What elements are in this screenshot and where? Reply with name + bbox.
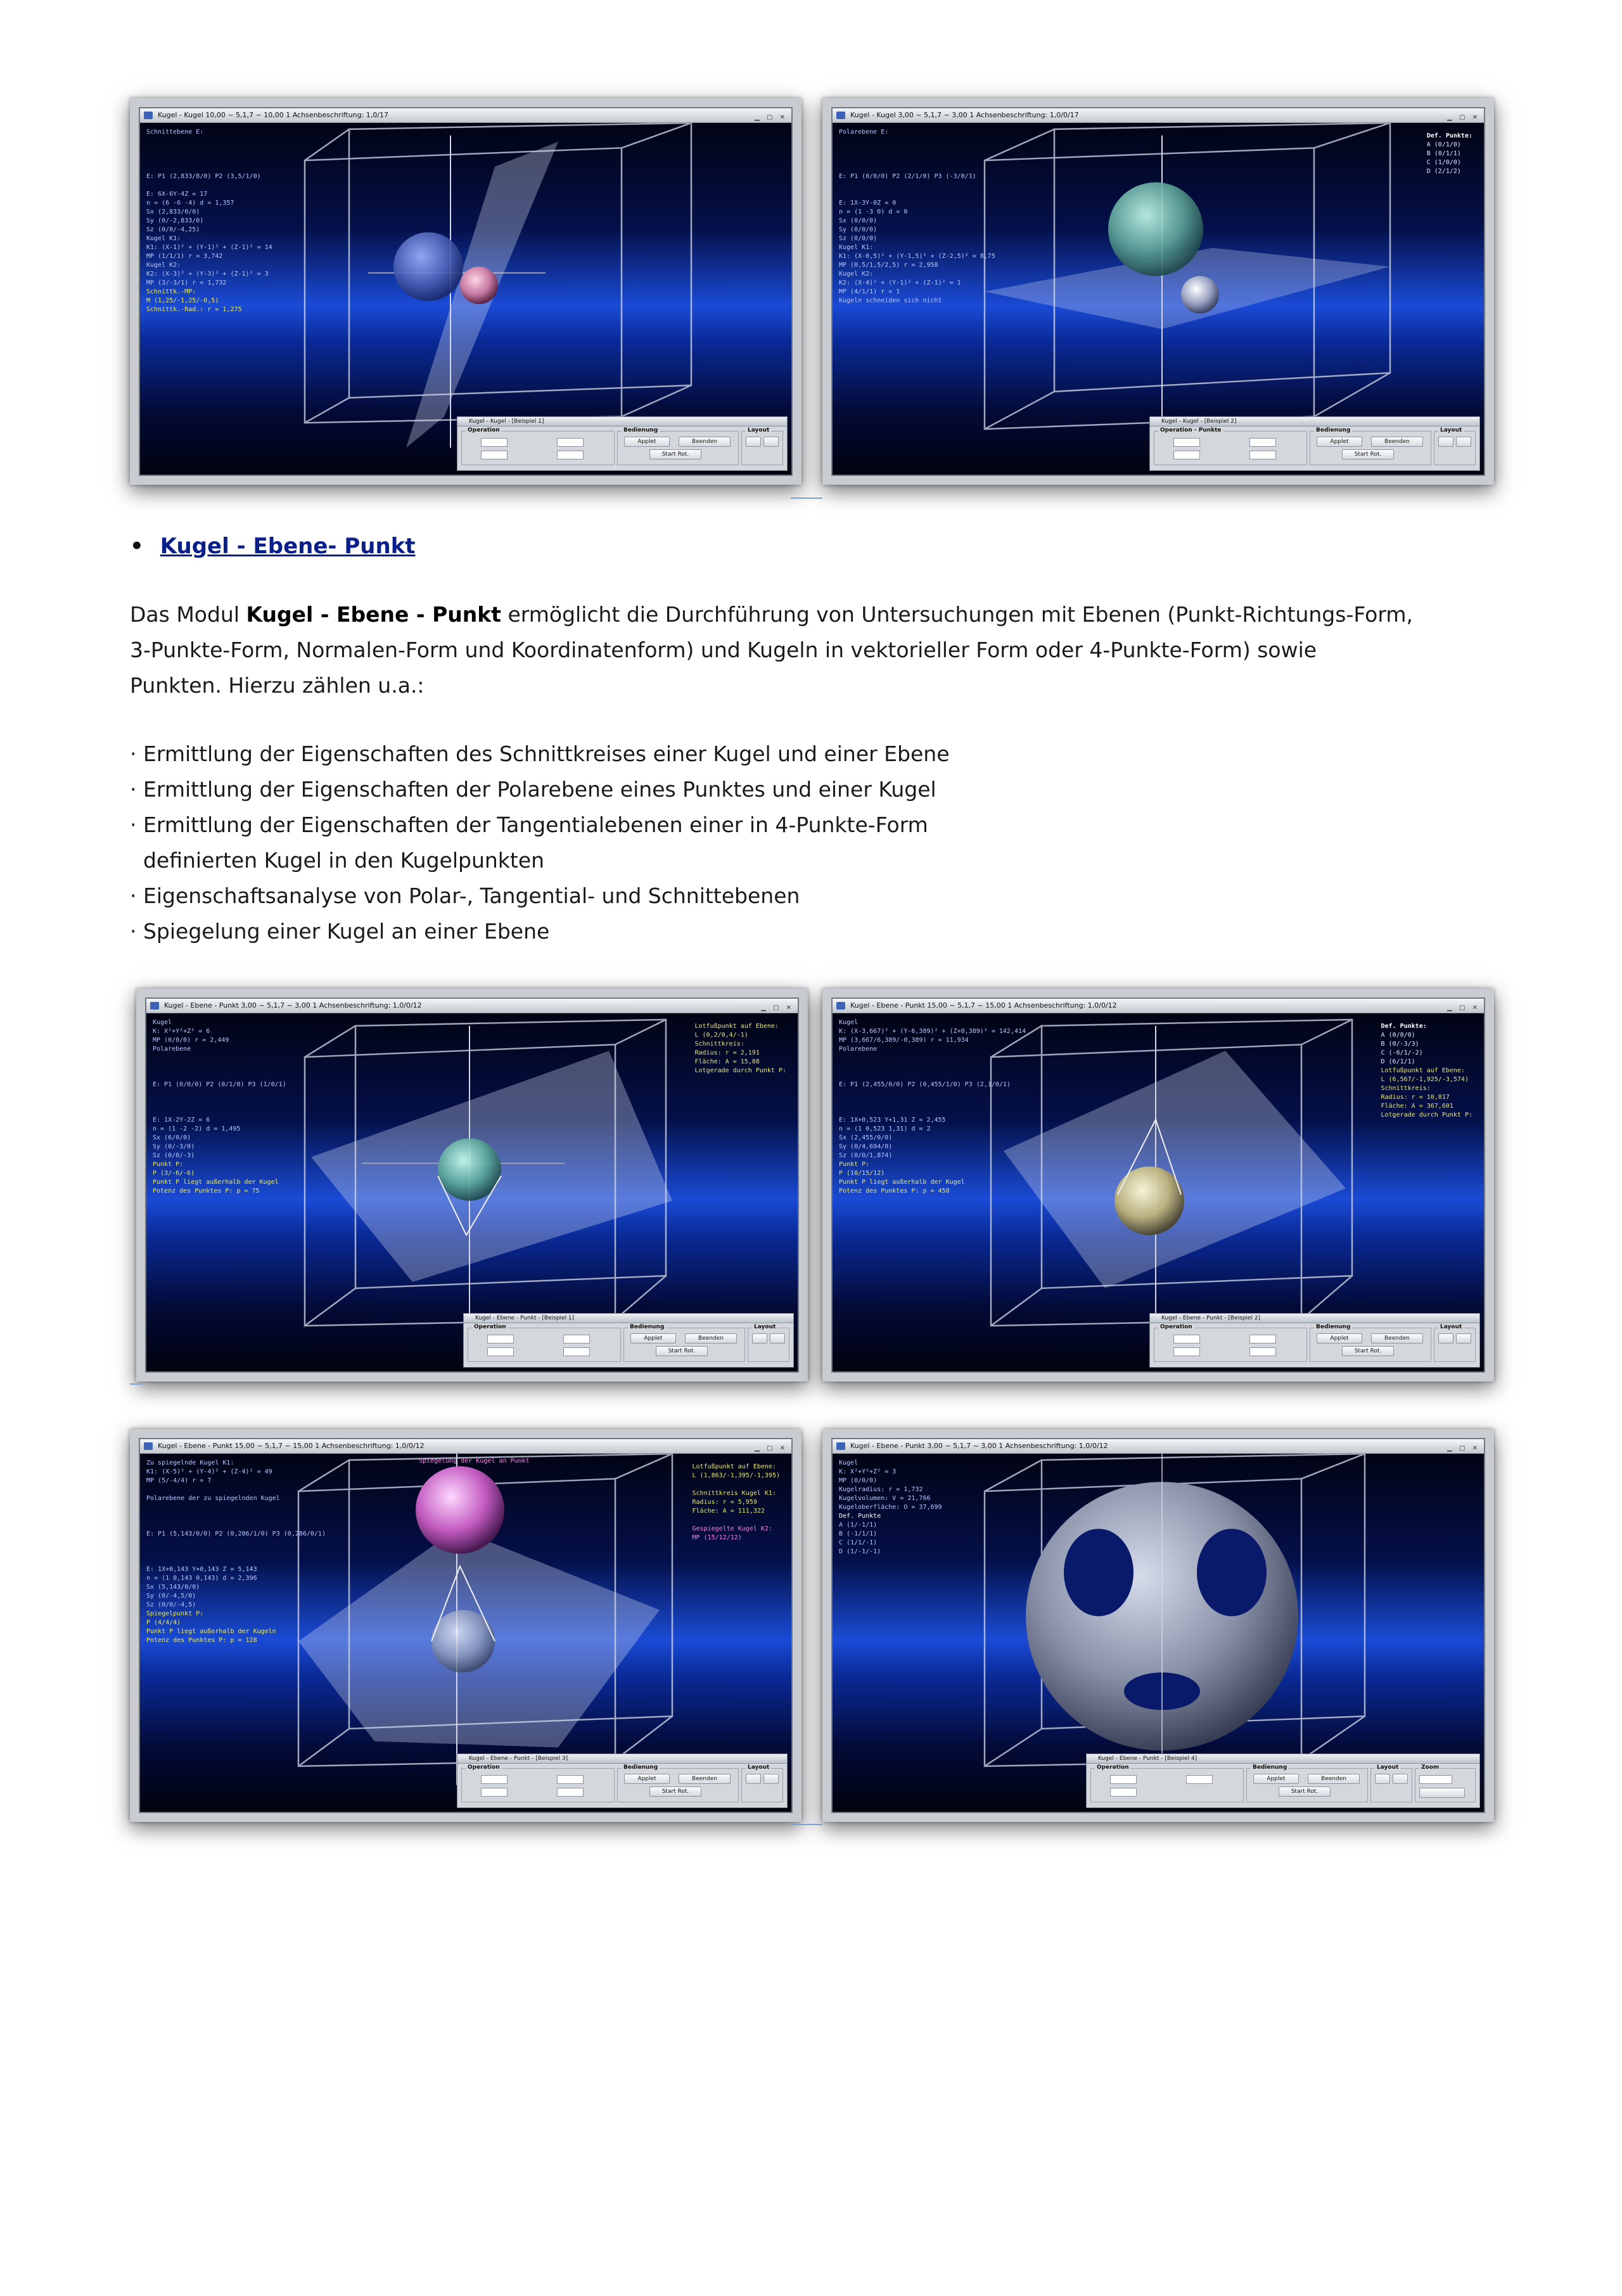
zoom-input[interactable] bbox=[1419, 1775, 1452, 1784]
rot-z-input[interactable] bbox=[1186, 1775, 1213, 1784]
zoom-group: Zoom bbox=[1415, 1768, 1476, 1802]
info-line: Sz (0/0/-4,25) bbox=[146, 226, 200, 233]
app-icon bbox=[836, 112, 845, 119]
info-line: Spiegelpunkt P: bbox=[146, 1610, 204, 1617]
layout-group: Layout bbox=[1434, 431, 1476, 465]
operation-group: Operation bbox=[1154, 1328, 1307, 1362]
window-title: Kugel - Kugel 10,00 ~ 5,1,7 ~ 10,00 1 Achsenbeschriftung: 1,0/17 bbox=[158, 111, 388, 119]
info-line: Fläche: A = 111,322 bbox=[692, 1508, 765, 1515]
info-line: B (0/1/1) bbox=[1426, 150, 1461, 157]
control-panel-title: Kugel - Kugel - [Beispiel 2] bbox=[1150, 417, 1479, 426]
info-line: Kugeln schneiden sich nicht bbox=[839, 297, 942, 304]
control-panel bbox=[1149, 416, 1480, 471]
feature-list bbox=[130, 736, 950, 949]
intro-paragraph-line: 3-Punkte-Form, Normalen-Form und Koordinatenform) und Kugeln in vektorieller Form oder 4-Punkte-Form) sowie bbox=[130, 638, 1317, 662]
bullet-icon: • bbox=[130, 534, 144, 559]
3d-scene[interactable] bbox=[140, 123, 791, 475]
window-titlebar bbox=[140, 1439, 791, 1454]
window-title: Kugel - Ebene - Punkt 3,00 ~ 5,1,7 ~ 3,00 1 Achsenbeschriftung: 1,0/0/12 bbox=[164, 1001, 422, 1010]
info-line: Zu spiegelnde Kugel K1: bbox=[146, 1459, 234, 1466]
rot-x-input[interactable] bbox=[481, 1775, 508, 1784]
rot-y-input[interactable] bbox=[1173, 1347, 1200, 1356]
info-line: MP (15/12/12) bbox=[692, 1534, 742, 1541]
3d-scene[interactable] bbox=[833, 1454, 1484, 1812]
window-titlebar bbox=[833, 1439, 1484, 1454]
start-rot-button[interactable]: Start Rot. bbox=[649, 449, 701, 459]
window-buttons-icon[interactable]: ▁ ▢ ✕ bbox=[1447, 1004, 1480, 1011]
info-line: P (10/15/12) bbox=[839, 1170, 885, 1177]
info-line: Sx (6/0/0) bbox=[153, 1134, 191, 1141]
list-item: definierten Kugel in den Kugelpunkten bbox=[130, 848, 545, 873]
divider bbox=[791, 497, 822, 499]
control-panel-title: Kugel - Ebene - Punkt - [Beispiel 4] bbox=[1087, 1754, 1479, 1764]
info-line: D (6/1/1) bbox=[1381, 1058, 1415, 1065]
bedienung-group: Bedienung Applet Beenden Start Rot. bbox=[1310, 1328, 1431, 1362]
window-buttons-icon[interactable]: ▁ ▢ ✕ bbox=[755, 1445, 788, 1452]
beenden-button[interactable]: Beenden bbox=[679, 437, 731, 447]
info-line: K2: (X-3)² + (Y-3)² + (Z-1)² = 3 bbox=[146, 271, 269, 278]
info-line: Fläche: A = 15,08 bbox=[694, 1058, 760, 1065]
start-rot-button[interactable]: Start Rot. bbox=[656, 1346, 708, 1356]
info-line: K1: (X-5)² + (Y-4)² + (Z-4)² = 49 bbox=[146, 1468, 272, 1475]
info-line: E: P1 (0/0/0) P2 (2/1/0) P3 (-3/0/1) bbox=[839, 173, 976, 180]
info-line: C (1/1/-1) bbox=[839, 1539, 878, 1546]
info-line: Sy (0/-4,5/0) bbox=[146, 1593, 196, 1600]
operation-group: Operation - Punkte bbox=[1154, 431, 1307, 465]
window-title: Kugel - Kugel 3,00 ~ 5,1,7 ~ 3,00 1 Achsenbeschriftung: 1,0/0/17 bbox=[850, 111, 1079, 119]
info-line: E: P1 (5,143/0/0) P2 (0,286/1/0) P3 (0,286/0/1) bbox=[146, 1530, 326, 1537]
control-panel bbox=[1149, 1313, 1480, 1368]
info-line: Punkt P: bbox=[839, 1161, 870, 1168]
applet-window bbox=[139, 1438, 793, 1813]
info-line: Def. Punkte bbox=[839, 1513, 881, 1520]
info-line: Kugelradius: r = 1,732 bbox=[839, 1486, 923, 1493]
info-line: Potenz des Punktes P: p = 458 bbox=[839, 1188, 950, 1195]
info-line: Schnittk.-MP: bbox=[146, 288, 196, 295]
info-line: Punkt P liegt außerhalb der Kugel bbox=[153, 1179, 279, 1186]
info-line: MP (3/-3/1) r = 1,732 bbox=[146, 279, 227, 286]
info-line: D (1/-1/-1) bbox=[839, 1548, 881, 1555]
info-line: Punkt P liegt außerhalb der Kugel bbox=[839, 1179, 965, 1186]
x-input[interactable] bbox=[1173, 438, 1200, 447]
applet-button[interactable]: Applet bbox=[1317, 437, 1362, 447]
info-line: K: X²+Y²+Z² = 6 bbox=[153, 1028, 210, 1035]
layout-icon[interactable] bbox=[1375, 1774, 1390, 1784]
info-line: Fläche: A = 367,601 bbox=[1381, 1103, 1453, 1110]
info-panel-right bbox=[1427, 132, 1472, 176]
zoom-input[interactable] bbox=[1249, 1347, 1276, 1356]
bedienung-group: Bedienung Applet Beenden Start Rot. bbox=[623, 1328, 745, 1362]
info-line: E: 1X-3Y-0Z = 0 bbox=[839, 200, 897, 207]
operation-group: Operation bbox=[461, 431, 615, 465]
info-line: Sy (0/-2,833/0) bbox=[146, 217, 204, 224]
layout-icon[interactable] bbox=[763, 437, 779, 447]
info-line: Lotfußpunkt auf Ebene: bbox=[694, 1023, 779, 1030]
layout-icon[interactable] bbox=[1438, 1333, 1453, 1344]
info-line: Sy (0/0/0) bbox=[839, 226, 878, 233]
divider bbox=[791, 1824, 822, 1825]
info-line: Polarebene der zu spiegelnden Kugel bbox=[146, 1495, 280, 1502]
layout-group: Layout bbox=[741, 1768, 783, 1802]
info-line: Potenz des Punktes P: p = 75 bbox=[153, 1188, 260, 1195]
window-titlebar bbox=[833, 108, 1484, 123]
window-title: Kugel - Ebene - Punkt 15,00 ~ 5,1,7 ~ 15,00 1 Achsenbeschriftung: 1,0/0/12 bbox=[158, 1442, 425, 1450]
info-line: K1: (X-1)² + (Y-1)² + (Z-1)² = 14 bbox=[146, 244, 272, 251]
info-line: MP (0/0/0) r = 2,449 bbox=[153, 1037, 229, 1044]
beenden-button[interactable]: Beenden bbox=[1308, 1774, 1360, 1784]
info-line: B (0/-3/3) bbox=[1381, 1041, 1419, 1048]
applet-window bbox=[831, 107, 1485, 476]
rot-y-input[interactable] bbox=[481, 451, 508, 459]
beenden-button[interactable]: Beenden bbox=[679, 1774, 731, 1784]
screenshot-kugel-ebene-punkt-1 bbox=[136, 989, 808, 1382]
applet-button[interactable]: Applet bbox=[1253, 1774, 1299, 1784]
info-panel-left bbox=[839, 1018, 1026, 1196]
control-panel bbox=[457, 416, 788, 471]
applet-button[interactable]: Applet bbox=[624, 1774, 670, 1784]
start-rot-button[interactable]: Start Rot. bbox=[649, 1786, 701, 1797]
rot-z-input[interactable] bbox=[1249, 1335, 1276, 1344]
bedienung-group: Bedienung Applet Beenden Start Rot. bbox=[617, 431, 739, 465]
rot-y-input[interactable] bbox=[1110, 1788, 1137, 1797]
info-line: Sx (2,455/0/0) bbox=[839, 1134, 893, 1141]
info-line: Sx (2,833/0/0) bbox=[146, 208, 200, 215]
applet-window bbox=[831, 997, 1485, 1373]
zoom-input[interactable] bbox=[557, 451, 584, 459]
info-line: MP (4/1/1) r = 1 bbox=[839, 288, 900, 295]
app-icon bbox=[836, 1002, 845, 1010]
control-panel-title: Kugel - Ebene - Punkt - [Beispiel 1] bbox=[464, 1314, 793, 1323]
start-rot-button[interactable]: Start Rot. bbox=[1342, 1346, 1394, 1356]
info-panel-left bbox=[153, 1018, 286, 1196]
list-item: · Eigenschaftsanalyse von Polar-, Tangential- und Schnittebenen bbox=[130, 883, 800, 908]
info-line: Punkt P liegt außerhalb der Kugeln bbox=[146, 1628, 276, 1635]
info-panel-left bbox=[839, 128, 995, 305]
control-panel-title: Kugel - Ebene - Punkt - [Beispiel 2] bbox=[1150, 1314, 1479, 1323]
window-title: Kugel - Ebene - Punkt 3,00 ~ 5,1,7 ~ 3,00 1 Achsenbeschriftung: 1,0/0/12 bbox=[850, 1442, 1108, 1450]
layout-icon[interactable] bbox=[746, 1774, 761, 1784]
layout-icon[interactable] bbox=[1393, 1774, 1408, 1784]
rot-x-input[interactable] bbox=[1173, 1335, 1200, 1344]
info-line: Polarebene E: bbox=[839, 129, 889, 136]
layout-group: Layout bbox=[741, 431, 783, 465]
3d-scene[interactable] bbox=[833, 123, 1484, 475]
screenshot-kugel-kugel-2 bbox=[822, 98, 1494, 485]
info-line: n = (1 -2 -2) d = 1,495 bbox=[153, 1126, 241, 1132]
info-line: K2: (X-4)² + (Y-1)² + (Z-1)² = 1 bbox=[839, 279, 961, 286]
start-rot-button[interactable]: Start Rot. bbox=[1279, 1786, 1331, 1797]
info-line: Kugel bbox=[839, 1459, 859, 1466]
info-line: Polarebene bbox=[839, 1046, 878, 1053]
info-line: Kugel bbox=[839, 1019, 859, 1026]
info-line: Kugel K1: bbox=[146, 235, 181, 242]
info-line: Schnittkreis: bbox=[1381, 1085, 1431, 1092]
info-line: K: X²+Y²+Z² = 3 bbox=[839, 1468, 897, 1475]
info-line: Lotgerade durch Punkt P: bbox=[694, 1067, 786, 1074]
info-line: Punkt P: bbox=[153, 1161, 184, 1168]
info-line: Lotgerade durch Punkt P: bbox=[1381, 1112, 1472, 1119]
info-line: E: P1 (0/0/0) P2 (0/1/0) P3 (1/0/1) bbox=[153, 1081, 286, 1088]
applet-window bbox=[139, 107, 793, 476]
intro-paragraph-line: Das Modul Kugel - Ebene - Punkt ermöglicht die Durchführung von Untersuchungen mit Ebenen (Punkt-Richtungs-Form, bbox=[130, 602, 1413, 627]
info-line: Sy (0/4,694/0) bbox=[839, 1143, 893, 1150]
bedienung-group: Bedienung Applet Beenden Start Rot. bbox=[1246, 1768, 1368, 1802]
layout-icon[interactable] bbox=[1456, 1333, 1471, 1344]
window-buttons-icon[interactable]: ▁ ▢ ✕ bbox=[761, 1004, 794, 1011]
info-panel-right bbox=[1381, 1022, 1473, 1120]
window-buttons-icon[interactable]: ▁ ▢ ✕ bbox=[755, 114, 788, 121]
beenden-button[interactable]: Beenden bbox=[1371, 1333, 1423, 1344]
bedienung-group: Bedienung Applet Beenden Start Rot. bbox=[617, 1768, 739, 1802]
info-line: E: 1X+0,523 Y+1,31 Z = 2,455 bbox=[839, 1117, 946, 1124]
divider bbox=[130, 1383, 143, 1385]
rot-x-input[interactable] bbox=[487, 1335, 514, 1344]
info-line: P (3/-6/-6) bbox=[153, 1170, 195, 1177]
zoom-input[interactable] bbox=[1249, 451, 1276, 459]
info-line: Schnittk.-Rad.: r = 1,275 bbox=[146, 306, 242, 313]
info-line: Schnittkreis: bbox=[694, 1041, 744, 1048]
layout-icon[interactable] bbox=[770, 1333, 785, 1344]
info-line: Schnittkreis Kugel K1: bbox=[692, 1490, 776, 1497]
rot-z-input[interactable] bbox=[557, 1775, 584, 1784]
info-line: MP (0,5/1,5/2,5) r = 2,958 bbox=[839, 262, 938, 269]
info-line: B (-1/1/1) bbox=[839, 1530, 878, 1537]
info-line: MP (5/-4/4) r = 7 bbox=[146, 1477, 212, 1484]
info-panel-right bbox=[695, 1022, 787, 1075]
info-line: L (0,2/0,4/-1) bbox=[694, 1032, 748, 1039]
start-rot-button[interactable]: Start Rot. bbox=[1342, 449, 1394, 459]
screenshot-kugel-ebene-punkt-2 bbox=[822, 989, 1494, 1382]
info-line: Kugel bbox=[153, 1019, 172, 1026]
mirror-label: Spiegelung der Kugel an Punkt bbox=[419, 1458, 530, 1465]
layout-icon[interactable] bbox=[1456, 437, 1471, 447]
rot-z-input[interactable] bbox=[557, 438, 584, 447]
info-line: Radius: r = 10,817 bbox=[1381, 1094, 1450, 1101]
window-buttons-icon[interactable]: ▁ ▢ ✕ bbox=[1447, 114, 1480, 121]
info-line: C (-6/1/-2) bbox=[1381, 1049, 1423, 1056]
info-line: C (1/0/0) bbox=[1426, 159, 1461, 166]
info-line: Sz (0/0/-4,5) bbox=[146, 1601, 196, 1608]
bedienung-group: Bedienung Applet Beenden Start Rot. bbox=[1310, 431, 1431, 465]
info-line: D (2/1/2) bbox=[1426, 168, 1461, 175]
control-panel bbox=[1086, 1754, 1480, 1808]
info-line: MP (3,667/6,389/-0,389) r = 11,934 bbox=[839, 1037, 969, 1044]
info-line: Sy (0/-3/0) bbox=[153, 1143, 195, 1150]
zoom-input[interactable] bbox=[563, 1347, 590, 1356]
info-line: Radius: r = 2,191 bbox=[694, 1049, 760, 1056]
3d-scene[interactable] bbox=[146, 1013, 798, 1371]
info-line: Sz (0/0/1,874) bbox=[839, 1152, 893, 1159]
zoom-input[interactable] bbox=[557, 1788, 584, 1797]
window-titlebar bbox=[833, 999, 1484, 1013]
info-line: Sx (0/0/0) bbox=[839, 217, 878, 224]
info-line: K1: (X-0,5)² + (Y-1,5)² + (Z-2,5)² = 8,75 bbox=[839, 253, 995, 260]
info-line: Kugel K1: bbox=[839, 244, 874, 251]
info-panel-left bbox=[839, 1459, 942, 1556]
operation-group: Operation bbox=[1090, 1768, 1244, 1802]
info-line: n = (1 0,143 0,143) d = 2,396 bbox=[146, 1575, 257, 1582]
kugel-ebene-punkt-link[interactable]: Kugel - Ebene- Punkt bbox=[160, 534, 416, 559]
info-line: Schnittebene E: bbox=[146, 129, 204, 136]
info-line: A (1/-1/1) bbox=[839, 1522, 878, 1529]
info-line: Kugeloberfläche: O = 37,699 bbox=[839, 1504, 942, 1511]
control-panel-title: Kugel - Kugel - [Beispiel 1] bbox=[457, 417, 787, 426]
beenden-button[interactable]: Beenden bbox=[685, 1333, 737, 1344]
operation-group: Operation bbox=[461, 1768, 615, 1802]
info-line: Lotfußpunkt auf Ebene: bbox=[692, 1463, 776, 1470]
info-line: A (0/1/0) bbox=[1426, 141, 1461, 148]
layout-icon[interactable] bbox=[1438, 437, 1453, 447]
window-title: Kugel - Ebene - Punkt 15,00 ~ 5,1,7 ~ 15,00 1 Achsenbeschriftung: 1,0/0/12 bbox=[850, 1001, 1117, 1010]
info-line: MP (1/1/1) r = 3,742 bbox=[146, 253, 223, 260]
info-line: Potenz des Punktes P: p = 128 bbox=[146, 1637, 257, 1644]
screenshot-kugel-ebene-punkt-3 bbox=[130, 1429, 801, 1822]
info-line: E: 1X+0,143 Y+0,143 Z = 5,143 bbox=[146, 1566, 257, 1573]
info-panel-right bbox=[693, 1463, 780, 1542]
section-heading bbox=[130, 534, 416, 559]
info-line: Radius: r = 5,959 bbox=[692, 1499, 757, 1506]
app-icon bbox=[144, 112, 153, 119]
z-input[interactable] bbox=[1173, 451, 1200, 459]
info-panel-left bbox=[146, 1459, 326, 1645]
list-item: · Ermittlung der Eigenschaften des Schnittkreises einer Kugel und einer Ebene bbox=[130, 741, 950, 766]
info-line: Gespiegelte Kugel K2: bbox=[692, 1525, 772, 1532]
info-line: Def. Punkte: bbox=[1426, 132, 1472, 139]
layout-icon[interactable] bbox=[763, 1774, 779, 1784]
window-titlebar bbox=[146, 999, 798, 1013]
info-line: Sx (5,143/0/0) bbox=[146, 1584, 200, 1591]
app-icon bbox=[144, 1442, 153, 1450]
info-line: L (6,567/-1,925/-3,574) bbox=[1381, 1076, 1469, 1083]
rot-x-input[interactable] bbox=[1110, 1775, 1137, 1784]
info-line: MP (0/0/0) bbox=[839, 1477, 878, 1484]
rot-x-input[interactable] bbox=[481, 438, 508, 447]
info-line: Sz (0/0/-3) bbox=[153, 1152, 195, 1159]
layout-group: Layout bbox=[1434, 1328, 1476, 1362]
list-item: · Ermittlung der Eigenschaften der Polarebene eines Punktes und einer Kugel bbox=[130, 777, 936, 802]
info-line: P (4/4/4) bbox=[146, 1619, 181, 1626]
screenshot-kugel-ebene-punkt-4 bbox=[822, 1429, 1494, 1822]
info-line: Lotfußpunkt auf Ebene: bbox=[1381, 1067, 1465, 1074]
applet-button[interactable]: Applet bbox=[630, 1333, 676, 1344]
info-line: E: 1X-2Y-2Z = 6 bbox=[153, 1117, 210, 1124]
rot-y-input[interactable] bbox=[487, 1347, 514, 1356]
info-line: E: P1 (2,833/8/0) P2 (3,5/1/0) bbox=[146, 173, 261, 180]
applet-window bbox=[831, 1438, 1485, 1813]
info-line: Kugelvolumen: V = 21,766 bbox=[839, 1495, 931, 1502]
info-line: E: P1 (2,455/0/0) P2 (0,455/1/0) P3 (2,1/0/1) bbox=[839, 1081, 1011, 1088]
window-buttons-icon[interactable]: ▁ ▢ ✕ bbox=[1447, 1445, 1480, 1452]
3d-scene[interactable] bbox=[833, 1013, 1484, 1371]
3d-scene[interactable] bbox=[140, 1454, 791, 1812]
control-panel-title: Kugel - Ebene - Punkt - [Beispiel 3] bbox=[457, 1754, 787, 1764]
y-input[interactable] bbox=[1249, 438, 1276, 447]
rot-y-input[interactable] bbox=[481, 1788, 508, 1797]
layout-icon[interactable] bbox=[752, 1333, 767, 1344]
layout-group: Layout bbox=[1370, 1768, 1412, 1802]
info-line: n = (1 0,523 1,31) d = 2 bbox=[839, 1126, 931, 1132]
applet-button[interactable]: Applet bbox=[1317, 1333, 1362, 1344]
control-panel bbox=[463, 1313, 794, 1368]
list-item: · Ermittlung der Eigenschaften der Tangentialebenen einer in 4-Punkte-Form bbox=[130, 812, 928, 837]
info-line: M (1,25/-1,25/-0,5) bbox=[146, 297, 219, 304]
intro-paragraph-line: Punkten. Hierzu zählen u.a.: bbox=[130, 673, 425, 698]
applet-button[interactable]: Applet bbox=[624, 437, 670, 447]
info-line: Kugel K2: bbox=[146, 262, 181, 269]
info-line: K: (X-3,667)² + (Y-6,389)² + (Z+0,389)² = 142,414 bbox=[839, 1028, 1026, 1035]
list-item: · Spiegelung einer Kugel an einer Ebene bbox=[130, 919, 550, 944]
info-line: Polarebene bbox=[153, 1046, 191, 1053]
beenden-button[interactable]: Beenden bbox=[1371, 437, 1423, 447]
info-line: Def. Punkte: bbox=[1381, 1023, 1427, 1030]
info-line: E: 6X-6Y-4Z = 17 bbox=[146, 191, 208, 198]
info-line: A (0/0/0) bbox=[1381, 1032, 1415, 1039]
app-icon bbox=[150, 1002, 159, 1010]
info-line: L (1,863/-1,395/-1,395) bbox=[692, 1472, 780, 1479]
screenshot-kugel-kugel-1 bbox=[130, 98, 801, 485]
info-line: n = (6 -6 -4) d = 1,357 bbox=[146, 200, 234, 207]
layout-icon[interactable] bbox=[746, 437, 761, 447]
control-panel bbox=[457, 1754, 788, 1808]
applet-window bbox=[145, 997, 799, 1373]
zoom-button[interactable] bbox=[1419, 1788, 1465, 1798]
rot-z-input[interactable] bbox=[563, 1335, 590, 1344]
info-line: n = (1 -3 0) d = 0 bbox=[839, 208, 908, 215]
info-line: Kugel K2: bbox=[839, 271, 874, 278]
layout-group: Layout bbox=[748, 1328, 789, 1362]
app-icon bbox=[836, 1442, 845, 1450]
window-titlebar bbox=[140, 108, 791, 123]
operation-group: Operation bbox=[468, 1328, 621, 1362]
info-line: Sz (0/0/0) bbox=[839, 235, 878, 242]
info-panel-left bbox=[146, 128, 272, 314]
